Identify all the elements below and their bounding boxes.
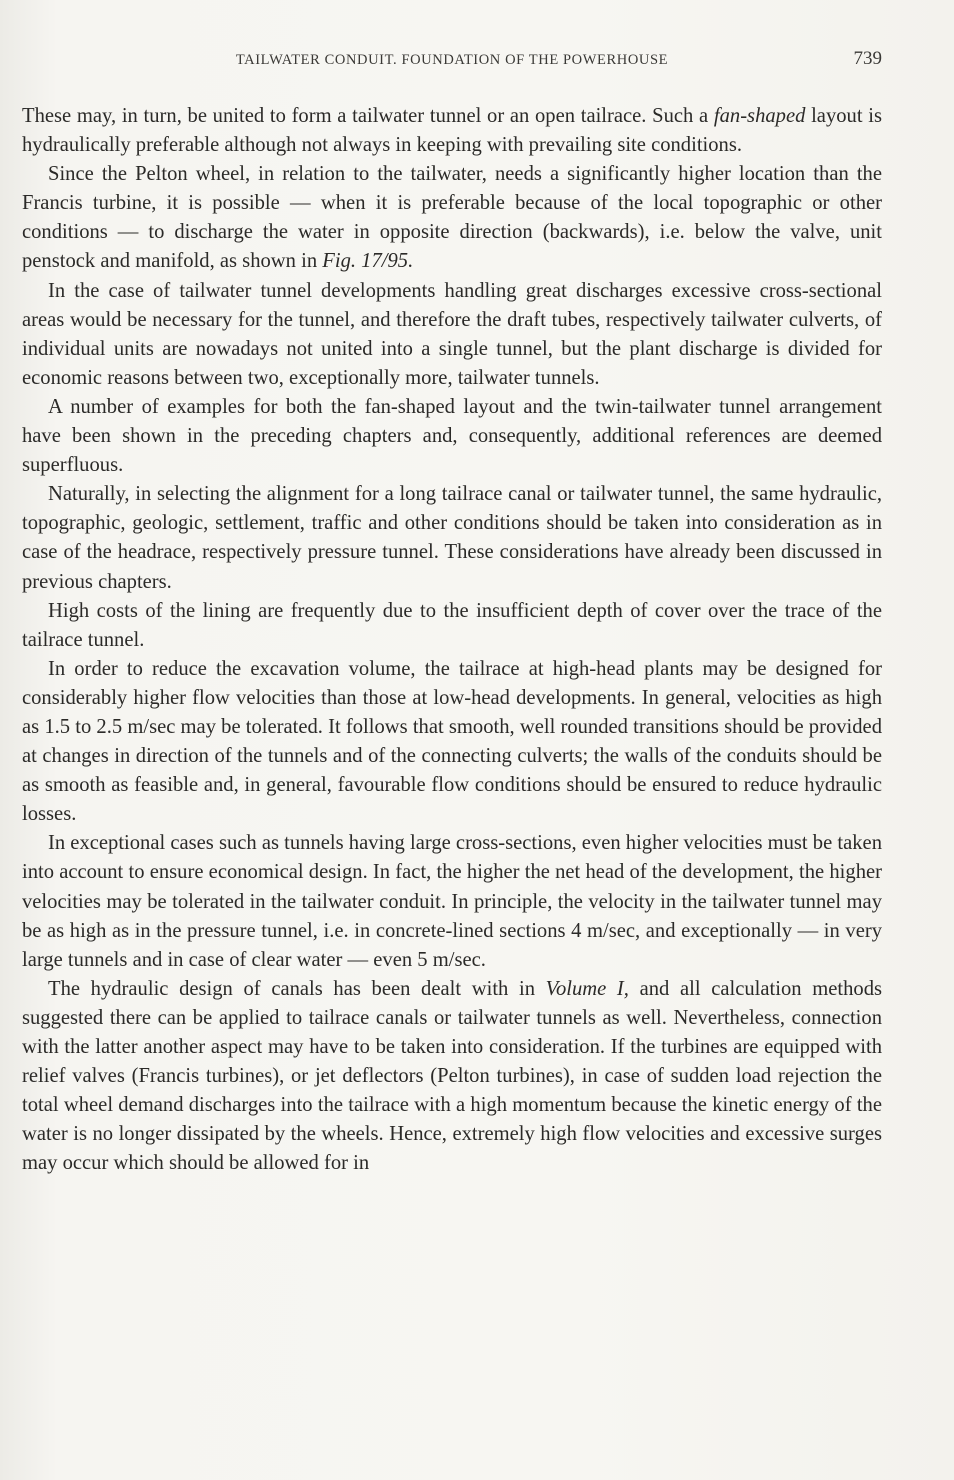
text-run: In exceptional cases such as tunnels having large cross-sections, even higher velocities must be taken into account to ensure economical design. In fact, the higher the net head of the development, the higher velocities may be tolerated in the tailwater conduit. In principle, the velocity in the tailwater tunnel may be as high as in the pressure tunnel, i.e. in concrete-lined sections 4 m/sec, and exceptionally — in very large tunnels and in case of clear water — even 5 m/sec. — [22, 832, 882, 971]
figure-reference: Fig. 17/95. — [322, 250, 414, 273]
paragraph — [22, 480, 882, 596]
text-run: and all calculation methods suggested there can be applied to tailrace canals or tailwater tunnels as well. Nevertheless, connection with the latter another aspect may have to be taken into consideration. If the turbines are equipped with relief valves (Francis turbines), or jet deflectors (Pelton turbines), in case of sudden load rejection the total wheel demand discharges into the tailrace with a high momentum because the kinetic energy of the water is no longer dissipated by the wheels. Hence, extremely high flow velocities and excessive surges may occur which should be allowed for in — [22, 977, 883, 1175]
text-run: Since the Pelton wheel, in relation to the tailwater, needs a significantly higher location than the Francis turbine, it is possible — when it is preferable because of the local topographic or other conditions — to discharge the water in opposite direction (backwards), i.e. below the valve, unit penstock and manifold, as shown in — [22, 163, 882, 273]
paragraph — [22, 829, 882, 974]
page-number: 739 — [853, 48, 882, 69]
paragraph — [22, 102, 882, 160]
paragraph — [22, 597, 882, 655]
text-run: A number of examples for both the fan-shaped layout and the twin-tailwater tunnel arrangement have been shown in the preceding chapters and, consequently, additional references are deemed superfluous. — [22, 395, 882, 477]
text-run: The hydraulic design of canals has been dealt with in — [48, 977, 546, 1000]
text-run: layout is hydraulically preferable although not always in keeping with prevailing site conditions. — [22, 105, 882, 157]
body-text — [22, 102, 882, 1178]
text-run: In the case of tailwater tunnel developments handling great discharges excessive cross-sectional areas would be necessary for the tunnel, and therefore the draft tubes, respectively tailwater culverts, of individual units are nowadays not united into a single tunnel, but the plant discharge is divided for economic reasons between two, exceptionally more, tailwater tunnels. — [22, 279, 882, 389]
volume-reference: Volume I, — [545, 977, 629, 1000]
paragraph — [22, 655, 882, 830]
page-header — [22, 48, 882, 74]
paragraph — [22, 277, 882, 393]
paragraph — [22, 975, 882, 1179]
running-title: TAILWATER CONDUIT. FOUNDATION OF THE POWERHOUSE — [235, 52, 669, 68]
text-run: These may, in turn, be united to form a tailwater tunnel or an open tailrace. Such a — [22, 105, 714, 127]
paragraph — [22, 393, 882, 480]
text-run: Naturally, in selecting the alignment for a long tailrace canal or tailwater tunnel, the same hydraulic, topographic, geologic, settlement, traffic and other conditions should be taken into consideration as in case of the headrace, respectively pressure tunnel. These considerations have already been discussed in previous chapters. — [22, 483, 882, 593]
text-run: In order to reduce the excavation volume, the tailrace at high-head plants may be designed for considerably higher flow velocities than those at low-head developments. In general, velocities as high as 1.5 to 2.5 m/sec may be tolerated. It follows that smooth, well rounded transitions should be provided at changes in direction of the tunnels and of the connecting culverts; the walls of the conduits should be as smooth as feasible and, in general, favourable flow conditions should be ensured to reduce hydraulic losses. — [22, 657, 882, 826]
text-run: High costs of the lining are frequently due to the insufficient depth of cover over the trace of the tailrace tunnel. — [22, 599, 882, 651]
paragraph — [22, 160, 882, 276]
italic-term: fan-shaped — [713, 105, 806, 127]
